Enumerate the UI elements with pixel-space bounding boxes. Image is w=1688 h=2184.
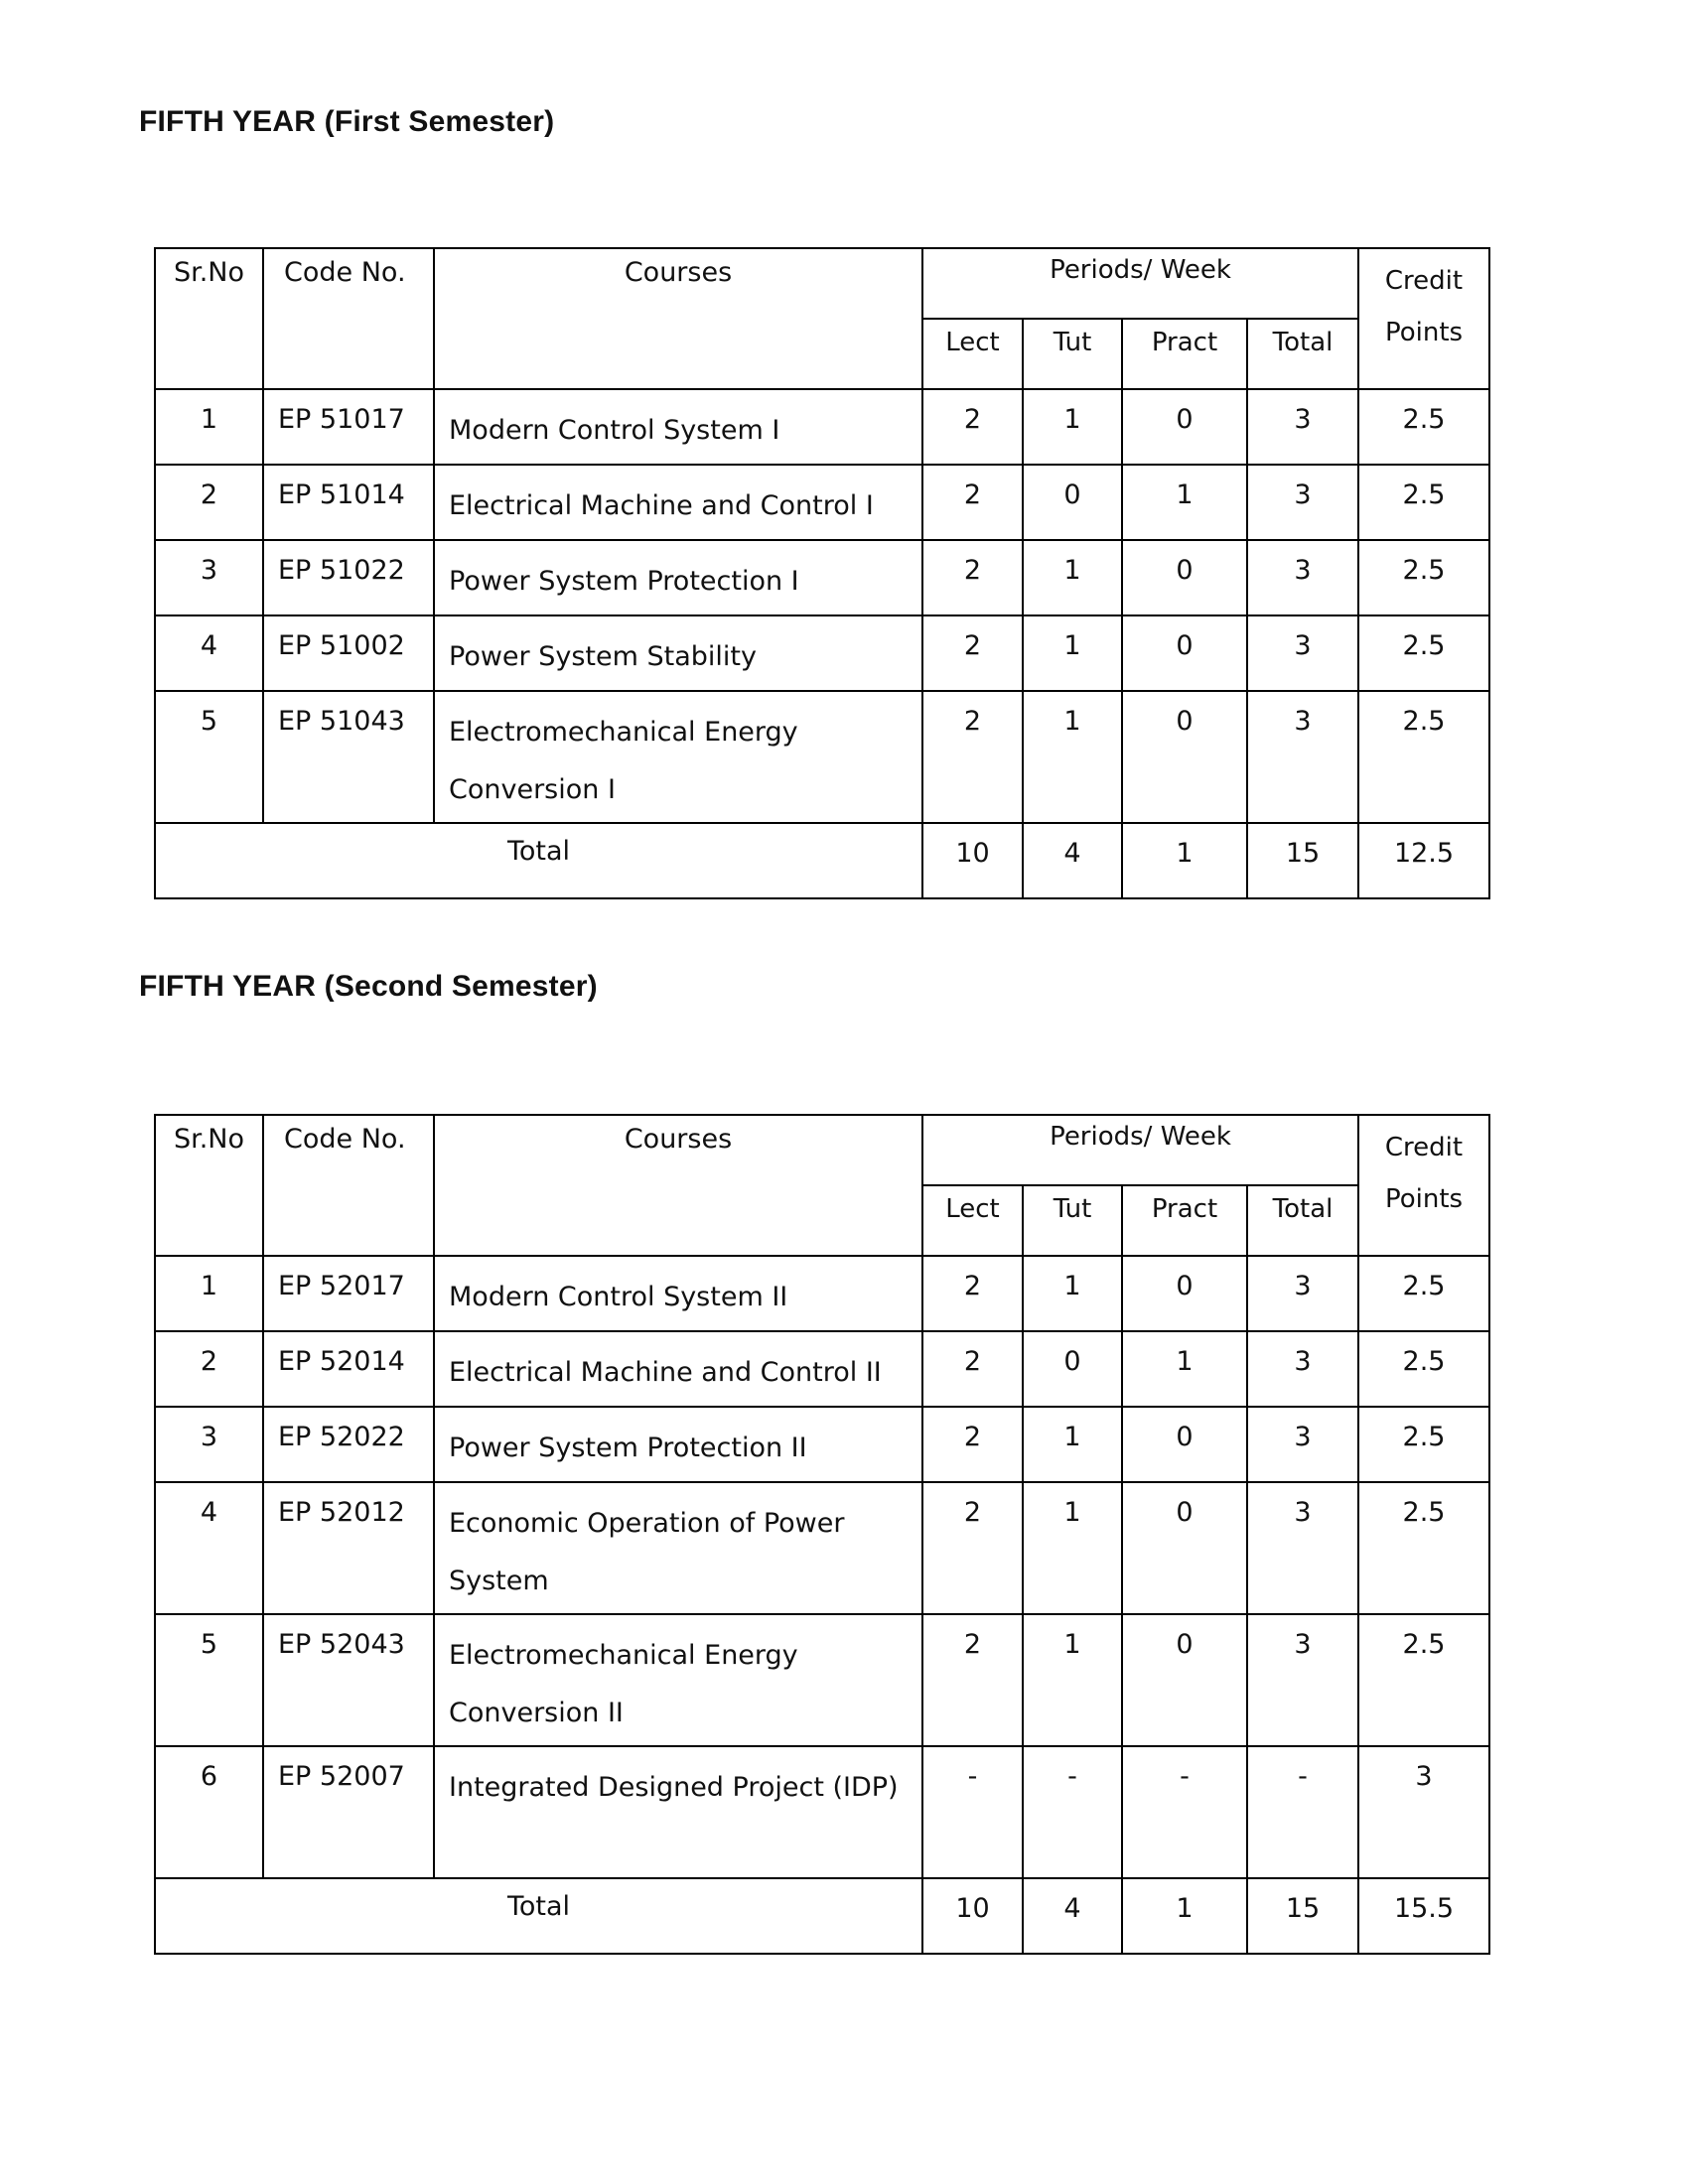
total-header: Total [1247, 319, 1358, 389]
credit-cell: 2.5 [1358, 465, 1489, 540]
tut-cell: 0 [1023, 465, 1122, 540]
total-credit-cell: 15.5 [1358, 1878, 1489, 1954]
code-no-header: Code No. [263, 248, 434, 389]
total-pract-cell: 1 [1122, 1878, 1247, 1954]
tut-header: Tut [1023, 319, 1122, 389]
credit-header-line1: Credit [1384, 1133, 1464, 1162]
lect-header: Lect [922, 319, 1023, 389]
course-name: Modern Control System I [449, 415, 780, 446]
table-row [155, 1614, 1489, 1746]
sr-cell: 5 [155, 691, 263, 823]
pract-cell: - [1122, 1746, 1247, 1878]
code-cell: EP 52014 [263, 1331, 434, 1407]
pract-header: Pract [1122, 1185, 1247, 1256]
credit-header-line2: Points [1384, 1184, 1464, 1214]
table-row [155, 691, 1489, 823]
course-cell [434, 615, 922, 691]
lect-cell: 2 [922, 1614, 1023, 1746]
courses-header: Courses [434, 248, 922, 389]
course-name: Electromechanical Energy Conversion II [449, 1640, 798, 1728]
lect-cell: 2 [922, 1256, 1023, 1331]
course-cell [434, 389, 922, 465]
credit-cell: 2.5 [1358, 1256, 1489, 1331]
credit-cell: 2.5 [1358, 615, 1489, 691]
total-pract-cell: 1 [1122, 823, 1247, 898]
pract-cell: 0 [1122, 540, 1247, 615]
code-cell: EP 51022 [263, 540, 434, 615]
sr-cell: 3 [155, 540, 263, 615]
sr-cell: 3 [155, 1407, 263, 1482]
tut-cell: 1 [1023, 1256, 1122, 1331]
code-cell: EP 51043 [263, 691, 434, 823]
credit-cell: 2.5 [1358, 1482, 1489, 1614]
totals-row [155, 823, 1489, 898]
table-row [155, 1482, 1489, 1614]
sr-cell: 5 [155, 1614, 263, 1746]
pract-cell: 0 [1122, 1482, 1247, 1614]
total-cell: 3 [1247, 1614, 1358, 1746]
lect-cell: 2 [922, 1331, 1023, 1407]
credit-points-header [1358, 248, 1489, 389]
course-cell [434, 691, 922, 823]
course-name: Modern Control System II [449, 1282, 788, 1312]
tut-cell: 1 [1023, 1407, 1122, 1482]
credit-cell: 2.5 [1358, 389, 1489, 465]
total-cell: 3 [1247, 691, 1358, 823]
total-total-cell: 15 [1247, 823, 1358, 898]
total-lect-cell: 10 [922, 823, 1023, 898]
sr-cell: 4 [155, 1482, 263, 1614]
total-credit-cell: 12.5 [1358, 823, 1489, 898]
code-cell: EP 52017 [263, 1256, 434, 1331]
code-cell: EP 52007 [263, 1746, 434, 1878]
pract-cell: 0 [1122, 691, 1247, 823]
credit-cell: 2.5 [1358, 1331, 1489, 1407]
credit-cell: 2.5 [1358, 540, 1489, 615]
sr-no-header: Sr.No [155, 1115, 263, 1256]
section-heading: FIFTH YEAR (Second Semester) [139, 970, 598, 1003]
tut-cell: 1 [1023, 540, 1122, 615]
credit-header-line1: Credit [1384, 266, 1464, 296]
code-cell: EP 51002 [263, 615, 434, 691]
total-cell: 3 [1247, 1256, 1358, 1331]
credit-cell: 2.5 [1358, 1407, 1489, 1482]
sr-cell: 6 [155, 1746, 263, 1878]
course-name: Power System Stability [449, 641, 757, 672]
tut-cell: 1 [1023, 615, 1122, 691]
total-lect-cell: 10 [922, 1878, 1023, 1954]
table-row [155, 615, 1489, 691]
pract-cell: 0 [1122, 615, 1247, 691]
code-cell: EP 52012 [263, 1482, 434, 1614]
course-name: Electrical Machine and Control I [449, 490, 874, 521]
tut-cell: 1 [1023, 1482, 1122, 1614]
credit-cell: 3 [1358, 1746, 1489, 1878]
course-cell [434, 1746, 922, 1878]
periods-week-header: Periods/ Week [922, 1115, 1358, 1185]
tut-cell: 0 [1023, 1331, 1122, 1407]
course-cell [434, 1331, 922, 1407]
lect-cell: 2 [922, 691, 1023, 823]
total-cell: 3 [1247, 465, 1358, 540]
credit-points-header [1358, 1115, 1489, 1256]
course-cell [434, 1256, 922, 1331]
total-cell: - [1247, 1746, 1358, 1878]
table-row [155, 1407, 1489, 1482]
sr-no-header: Sr.No [155, 248, 263, 389]
pract-header: Pract [1122, 319, 1247, 389]
total-header: Total [1247, 1185, 1358, 1256]
code-no-header: Code No. [263, 1115, 434, 1256]
sr-cell: 2 [155, 465, 263, 540]
total-label: Total [155, 823, 922, 898]
total-cell: 3 [1247, 1331, 1358, 1407]
course-cell [434, 1482, 922, 1614]
sr-cell: 1 [155, 389, 263, 465]
tut-cell: - [1023, 1746, 1122, 1878]
code-cell: EP 51017 [263, 389, 434, 465]
lect-cell: 2 [922, 615, 1023, 691]
total-total-cell: 15 [1247, 1878, 1358, 1954]
course-cell [434, 540, 922, 615]
pract-cell: 0 [1122, 1614, 1247, 1746]
credit-cell: 2.5 [1358, 691, 1489, 823]
total-label: Total [155, 1878, 922, 1954]
lect-cell: - [922, 1746, 1023, 1878]
table-row [155, 465, 1489, 540]
pract-cell: 0 [1122, 1407, 1247, 1482]
total-cell: 3 [1247, 389, 1358, 465]
tut-cell: 1 [1023, 389, 1122, 465]
course-name: Electromechanical Energy Conversion I [449, 717, 798, 805]
total-tut-cell: 4 [1023, 1878, 1122, 1954]
course-name: Economic Operation of Power System [449, 1508, 845, 1596]
code-cell: EP 52022 [263, 1407, 434, 1482]
totals-row [155, 1878, 1489, 1954]
courses-header: Courses [434, 1115, 922, 1256]
code-cell: EP 51014 [263, 465, 434, 540]
table-row [155, 1331, 1489, 1407]
total-cell: 3 [1247, 1482, 1358, 1614]
tut-cell: 1 [1023, 691, 1122, 823]
course-table [154, 247, 1490, 899]
tut-cell: 1 [1023, 1614, 1122, 1746]
code-cell: EP 52043 [263, 1614, 434, 1746]
table-row [155, 1256, 1489, 1331]
table-row [155, 540, 1489, 615]
pract-cell: 0 [1122, 1256, 1247, 1331]
lect-header: Lect [922, 1185, 1023, 1256]
total-cell: 3 [1247, 1407, 1358, 1482]
course-cell [434, 1614, 922, 1746]
course-name: Integrated Designed Project (IDP) [449, 1772, 899, 1803]
sr-cell: 1 [155, 1256, 263, 1331]
total-cell: 3 [1247, 540, 1358, 615]
credit-header-line2: Points [1384, 318, 1464, 347]
course-name: Power System Protection II [449, 1433, 807, 1463]
table-row [155, 389, 1489, 465]
credit-cell: 2.5 [1358, 1614, 1489, 1746]
lect-cell: 2 [922, 1407, 1023, 1482]
tut-header: Tut [1023, 1185, 1122, 1256]
section-heading: FIFTH YEAR (First Semester) [139, 105, 555, 138]
lect-cell: 2 [922, 389, 1023, 465]
periods-week-header: Periods/ Week [922, 248, 1358, 319]
course-cell [434, 465, 922, 540]
lect-cell: 2 [922, 1482, 1023, 1614]
pract-cell: 1 [1122, 465, 1247, 540]
lect-cell: 2 [922, 465, 1023, 540]
pract-cell: 1 [1122, 1331, 1247, 1407]
table-row [155, 1746, 1489, 1878]
course-cell [434, 1407, 922, 1482]
total-cell: 3 [1247, 615, 1358, 691]
sr-cell: 2 [155, 1331, 263, 1407]
lect-cell: 2 [922, 540, 1023, 615]
total-tut-cell: 4 [1023, 823, 1122, 898]
course-name: Power System Protection I [449, 566, 799, 597]
sr-cell: 4 [155, 615, 263, 691]
pract-cell: 0 [1122, 389, 1247, 465]
course-table [154, 1114, 1490, 1955]
course-name: Electrical Machine and Control II [449, 1357, 882, 1388]
